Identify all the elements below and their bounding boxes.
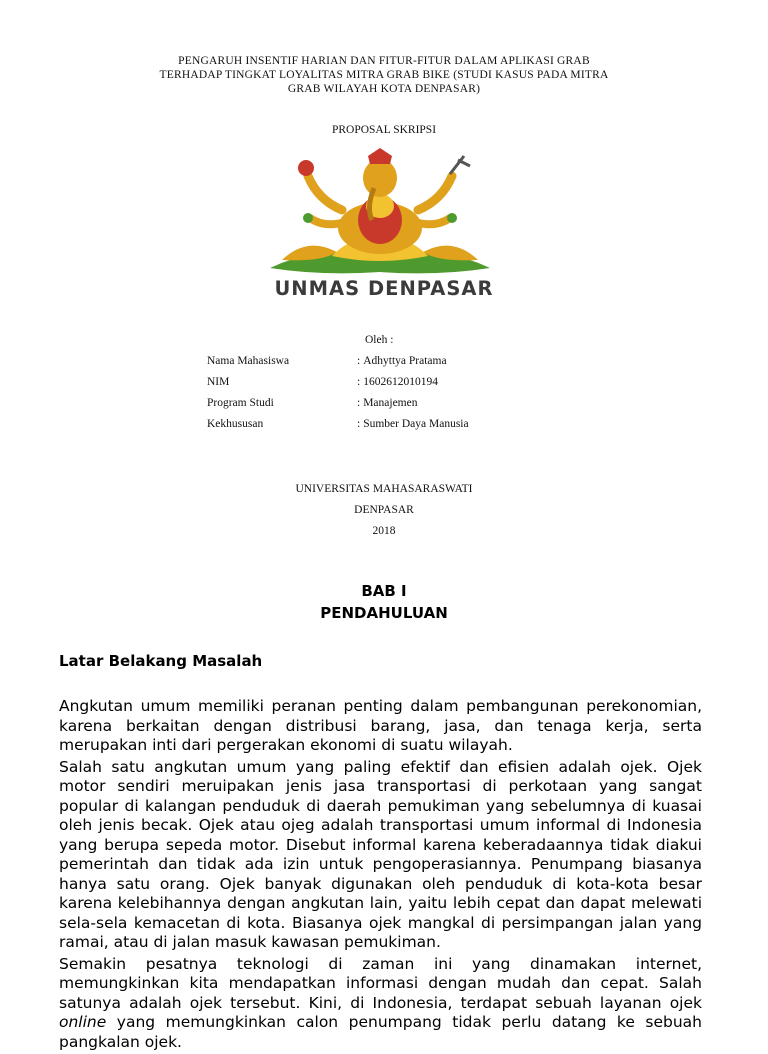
info-value: : Sumber Daya Manusia xyxy=(357,418,469,430)
paragraph-text: yang memungkinkan calon penumpang tidak perlu datang ke sebuah pangkalan ojek. xyxy=(59,1013,702,1051)
university-city: DENPASAR xyxy=(354,504,414,516)
body-text xyxy=(59,697,702,1054)
cover-year: 2018 xyxy=(372,525,396,537)
cover-title-line-3: GRAB WILAYAH KOTA DENPASAR) xyxy=(287,83,481,95)
info-value-text: Manajemen xyxy=(363,397,418,409)
paragraph-text: Semakin pesatnya teknologi di zaman ini yang dinamakan internet, memungkinkan kita mendapatkan informasi dengan mudah dan cepat. Salah satunya adalah ojek tersebut. Kini, di Indonesia, terdapat sebuah layanan ojek xyxy=(59,954,702,1012)
proposal-label: PROPOSAL SKRIPSI xyxy=(331,124,437,136)
cover-title-line-1: PENGARUH INSENTIF HARIAN DAN FITUR-FITUR DALAM APLIKASI GRAB xyxy=(178,55,590,67)
chapter-number: BAB I xyxy=(361,582,407,600)
university-logo xyxy=(262,148,498,278)
info-value: : Adhyttya Pratama xyxy=(357,355,447,367)
info-value-text: 1602612010194 xyxy=(363,376,438,388)
info-label: Kekhususan xyxy=(207,418,264,430)
logo-text: UNMAS DENPASAR xyxy=(274,277,494,300)
info-value: : Manajemen xyxy=(357,397,418,409)
oleh-label: Oleh : xyxy=(365,334,394,346)
info-value: : 1602612010194 xyxy=(357,376,438,388)
info-label: NIM xyxy=(207,376,230,388)
chapter-title: PENDAHULUAN xyxy=(320,604,448,622)
university-name: UNIVERSITAS MAHASARASWATI xyxy=(295,483,473,495)
cover-title-line-2: TERHADAP TINGKAT LOYALITAS MITRA GRAB BIKE (STUDI KASUS PADA MITRA xyxy=(159,69,609,81)
paragraph: Angkutan umum memiliki peranan penting dalam pembangunan perekonomian, karena berkaitan dengan distribusi barang, jasa, dan tenaga kerja, serta merupakan inti dari pergerakan ekonomi di suatu wilayah. xyxy=(59,697,702,754)
info-label: Program Studi xyxy=(207,397,274,409)
info-value-text: Adhyttya Pratama xyxy=(363,355,447,367)
paragraph: Salah satu angkutan umum yang paling efektif dan efisien adalah ojek. Ojek motor sendiri meruipakan jenis jasa transportasi di perkotaan yang sangat popular di kalangan penduduk di daerah pemukiman yang sebelumnya di kuasai oleh jenis becak. Ojek atau ojeg adalah transportasi umum informal di Indonesia yang berupa sepeda motor. Disebut informal karena keberadaannya tidak diakui pemerintah dan tidak ada izin untuk pengoperasiannya. Penumpang biasanya hanya satu orang. Ojek banyak digunakan oleh penduduk di kota-kota besar karena kelebihannya dengan angkutan lain, yaitu lebih cepat dan dapat melewati sela-sela kemacetan di kota. Biasanya ojek mangkal di persimpangan jalan yang ramai, atau di jalan masuk kawasan pemukiman. xyxy=(59,757,702,951)
info-value-text: Sumber Daya Manusia xyxy=(363,418,469,430)
paragraph xyxy=(59,955,702,1053)
section-heading: Latar Belakang Masalah xyxy=(59,652,263,670)
emphasis-text: online xyxy=(59,1013,107,1031)
cover-title xyxy=(80,54,688,96)
info-label: Nama Mahasiswa xyxy=(207,355,290,367)
